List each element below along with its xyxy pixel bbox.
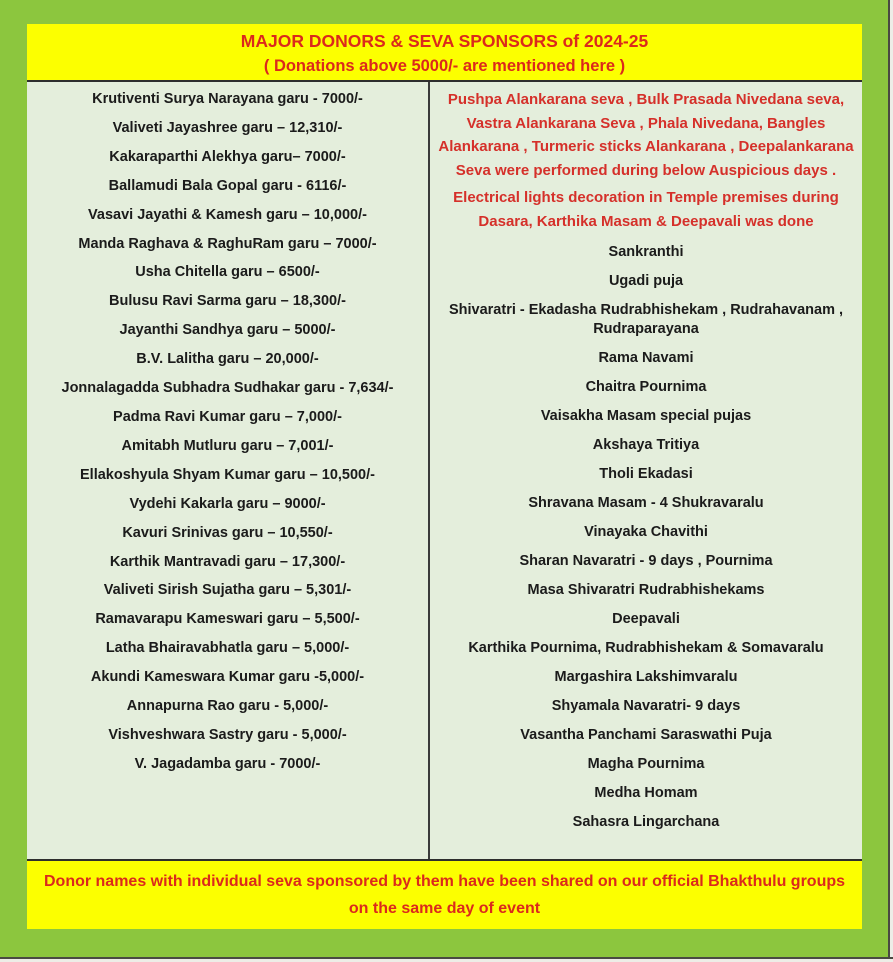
donor-entry: Ramavarapu Kameswari garu – 5,500/- [95,611,360,628]
donor-entry: Karthik Mantravadi garu – 17,300/- [109,553,346,570]
donor-entry: Valiveti Jayashree garu – 12,310/- [112,119,343,136]
donor-entry: Valiveti Sirish Sujatha garu – 5,301/- [103,582,352,599]
seva-note: Pushpa Alankarana seva , Bulk Prasada Nivedana seva, Vastra Alankarana Seva , Phala Nivedana, Bangles Alankarana , Turmeric sticks Alankarana , Deepalankarana Seva were performed during below Auspicious days . [438,91,854,179]
donor-entry: Vishveshwara Sastry garu - 5,000/- [108,726,347,743]
page-title: MAJOR DONORS & SEVA SPONSORS of 2024-25 [240,31,649,51]
event-entry: Rama Navami [598,350,694,366]
donor-entry: Bulusu Ravi Sarma garu – 18,300/- [109,293,346,310]
donor-list [27,82,430,859]
donor-entry: Kakaraparthi Alekhya garu– 7000/- [109,148,346,165]
donor-entry: B.V. Lalitha garu – 20,000/- [136,351,319,368]
footer-note-line: on the same day of event [348,900,541,917]
flyer [27,24,862,929]
donor-entry: Vydehi Kakarla garu – 9000/- [129,495,326,512]
header-banner [27,24,862,82]
donor-entry: Manda Raghava & RaghuRam garu – 7000/- [78,235,377,252]
donor-entry: Jayanthi Sandhya garu – 5000/- [119,322,336,339]
donor-entry: Akundi Kameswara Kumar garu -5,000/- [90,669,365,686]
donor-entry: Latha Bhairavabhatla garu – 5,000/- [105,640,350,657]
event-entry: Medha Homam [594,785,698,801]
donor-entry: Ballamudi Bala Gopal garu - 6116/- [108,177,347,194]
event-entry: Masa Shivaratri Rudrabhishekams [527,582,765,598]
donor-entry: V. Jagadamba garu - 7000/- [134,755,321,772]
event-entry: Deepavali [612,611,680,627]
seva-column [430,82,862,859]
content-panel [27,82,862,861]
event-entry: Shyamala Navaratri- 9 days [551,698,741,714]
event-entry: Vinayaka Chavithi [584,524,708,540]
event-entry: Ugadi puja [608,273,684,289]
event-entry: Margashira Lakshimvaralu [554,669,738,685]
event-entry: Tholi Ekadasi [599,466,693,482]
event-entry: Sharan Navaratri - 9 days , Pournima [519,553,773,569]
page-subtitle: ( Donations above 5000/- are mentioned here ) [263,57,626,75]
event-entry: Magha Pournima [587,756,705,772]
footer-note-line: Donor names with individual seva sponsored by them have been shared on our official Bhakthulu groups [43,873,846,890]
event-list [438,238,854,837]
donor-entry: Kavuri Srinivas garu – 10,550/- [122,524,333,541]
event-entry: Sahasra Lingarchana [572,814,720,830]
event-entry: Vaisakha Masam special pujas [540,408,752,424]
donor-entry: Amitabh Mutluru garu – 7,001/- [121,437,334,454]
donor-entry: Ellakoshyula Shyam Kumar garu – 10,500/- [80,466,375,483]
event-entry: Shravana Masam - 4 Shukravaralu [528,495,764,511]
donor-entry: Vasavi Jayathi & Kamesh garu – 10,000/- [88,206,367,223]
donor-entry: Usha Chitella garu – 6500/- [135,264,320,281]
donor-entry: Krutiventi Surya Narayana garu - 7000/- [92,91,363,107]
event-entry: Chaitra Pournima [585,379,707,395]
event-entry: Karthika Pournima, Rudrabhishekam & Somavaralu [468,640,824,656]
footer-banner [27,861,862,929]
event-entry: Vasantha Panchami Saraswathi Puja [520,727,772,743]
event-entry: Akshaya Tritiya [592,437,700,453]
event-entry: Sankranthi [608,244,684,260]
donor-entry: Padma Ravi Kumar garu – 7,000/- [113,408,342,425]
donor-entry: Jonnalagadda Subhadra Sudhakar garu - 7,634/- [61,380,394,397]
donor-entry: Annapurna Rao garu - 5,000/- [126,698,329,715]
lights-note: Electrical lights decoration in Temple premises during Dasara, Karthika Masam & Deepavali was done [453,189,839,230]
event-entry: Shivaratri - Ekadasha Rudrabhishekam , Rudrahavanam , Rudraparayana [448,302,844,337]
